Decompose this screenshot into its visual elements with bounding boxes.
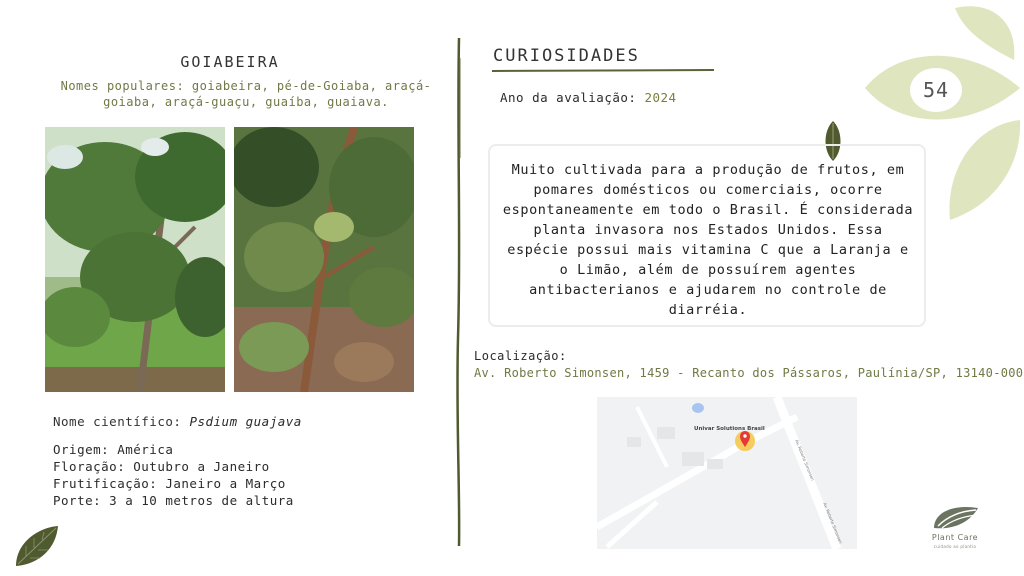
tree-photo-1 [45, 127, 225, 392]
title-underline [492, 68, 714, 73]
evaluation-year [500, 90, 677, 105]
logo-tagline: cuidado ao plantio [933, 544, 977, 549]
decorative-leaf-icon [12, 524, 60, 568]
tree-photo-2 [234, 127, 414, 392]
location-address: Av. Roberto Simonsen, 1459 - Recanto dos Pássaros, Paulínia/SP, 13140-000 [474, 366, 1024, 380]
location-map[interactable] [597, 397, 857, 549]
map-road-label: Av. Roberto Simonsen [794, 439, 816, 482]
page-number: 54 [910, 68, 962, 112]
fruiting: Frutificação: Janeiro a Março [53, 476, 286, 491]
plant-facts [53, 441, 294, 509]
evaluation-year-value: 2024 [644, 90, 677, 105]
vertical-divider [455, 38, 463, 546]
plant-care-logo-icon [930, 502, 982, 532]
map-place-label: Univar Solutions Brasil [694, 426, 765, 432]
curiosities-text: Muito cultivada para a produção de frutos, em pomares domésticos ou comerciais, ocorre espontaneamente em todo o Brasil. É considerada planta invasora nos Estados Unidos. Essa espécie possui mais vitamina C que a Laranja e o Limão, além de possuírem agentes antibacterianos e ajudarem no controle de diarréia. [502, 162, 914, 318]
scientific-name: Psdium guajava [189, 414, 302, 429]
evaluation-year-label: Ano da avaliação: [500, 90, 637, 105]
location-label: Localização: [474, 349, 567, 363]
popular-names: Nomes populares: goiabeira, pé-de-Goiaba, araçá-goiaba, araçá-guaçu, guaíba, guaiava. [60, 79, 432, 109]
decorative-leaves [860, 0, 1024, 230]
logo-name: Plant Care [931, 533, 979, 542]
curiosities-title: CURIOSIDADES [493, 46, 640, 66]
tree-size: Porte: 3 a 10 metros de altura [53, 493, 294, 508]
scientific-name-label: Nome científico: [53, 414, 182, 429]
scientific-name-line [53, 414, 302, 429]
origin: Origem: América [53, 442, 174, 457]
plant-name: GOIABEIRA [180, 53, 280, 71]
flowering: Floração: Outubro a Janeiro [53, 459, 270, 474]
map-road-label: Av. Roberto Simonsen [822, 502, 844, 545]
